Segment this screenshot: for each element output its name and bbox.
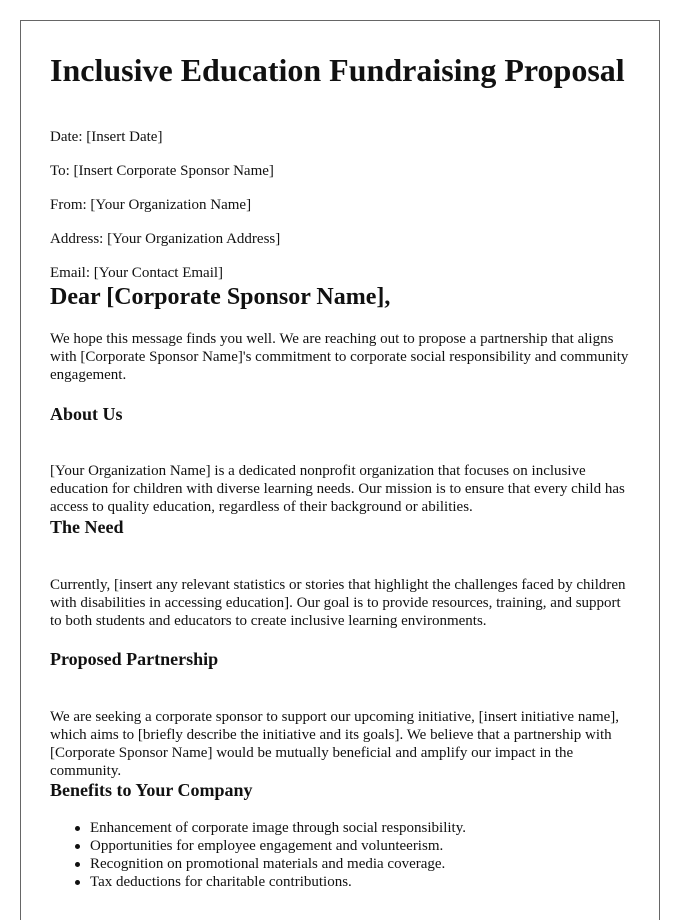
bullet-icon xyxy=(75,826,80,831)
proposed-partnership-paragraph: We are seeking a corporate sponsor to support our upcoming initiative, [insert initiative name], which aims to [briefly describe the initiative and its goals]. We believe that a partnership with [Corporate Sponsor Name] would be mutually beneficial and amplify our impact in the community. xyxy=(50,709,620,779)
list-item xyxy=(50,819,466,837)
from-line: From: [Your Organization Name] xyxy=(50,197,252,213)
email-line: Email: [Your Contact Email] xyxy=(50,265,224,281)
benefits-list xyxy=(50,819,466,891)
list-item xyxy=(50,837,466,855)
document-title: Inclusive Education Fundraising Proposal xyxy=(50,52,625,88)
intro-paragraph: We hope this message finds you well. We are reaching out to propose a partnership that aligns with [Corporate Sponsor Name]'s commitment to corporate social responsibility and community engagement. xyxy=(50,331,629,383)
benefit-text: Tax deductions for charitable contributions. xyxy=(90,874,352,890)
list-item xyxy=(50,855,466,873)
salutation-heading: Dear [Corporate Sponsor Name], xyxy=(50,284,391,310)
benefit-text: Opportunities for employee engagement and volunteerism. xyxy=(90,838,444,854)
about-us-paragraph: [Your Organization Name] is a dedicated nonprofit organization that focuses on inclusive education for children with diverse learning needs. Our mission is to ensure that every child has access to quality education, regardless of their background or abilities. xyxy=(50,463,625,515)
the-need-heading: The Need xyxy=(50,517,124,537)
address-line: Address: [Your Organization Address] xyxy=(50,231,281,247)
benefits-heading: Benefits to Your Company xyxy=(50,780,253,800)
about-us-heading: About Us xyxy=(50,404,123,424)
proposed-partnership-heading: Proposed Partnership xyxy=(50,649,219,669)
bullet-icon xyxy=(75,880,80,885)
to-line: To: [Insert Corporate Sponsor Name] xyxy=(50,163,274,179)
benefit-text: Enhancement of corporate image through social responsibility. xyxy=(90,820,466,836)
benefit-text: Recognition on promotional materials and media coverage. xyxy=(90,856,446,872)
bullet-icon xyxy=(75,862,80,867)
date-line: Date: [Insert Date] xyxy=(50,129,163,145)
list-item xyxy=(50,873,466,891)
the-need-paragraph: Currently, [insert any relevant statistics or stories that highlight the challenges faced by children with disabilities in accessing education]. Our goal is to provide resources, training, and support to both students and educators to create inclusive learning environments. xyxy=(50,577,626,629)
letter-page xyxy=(20,20,660,920)
bullet-icon xyxy=(75,844,80,849)
